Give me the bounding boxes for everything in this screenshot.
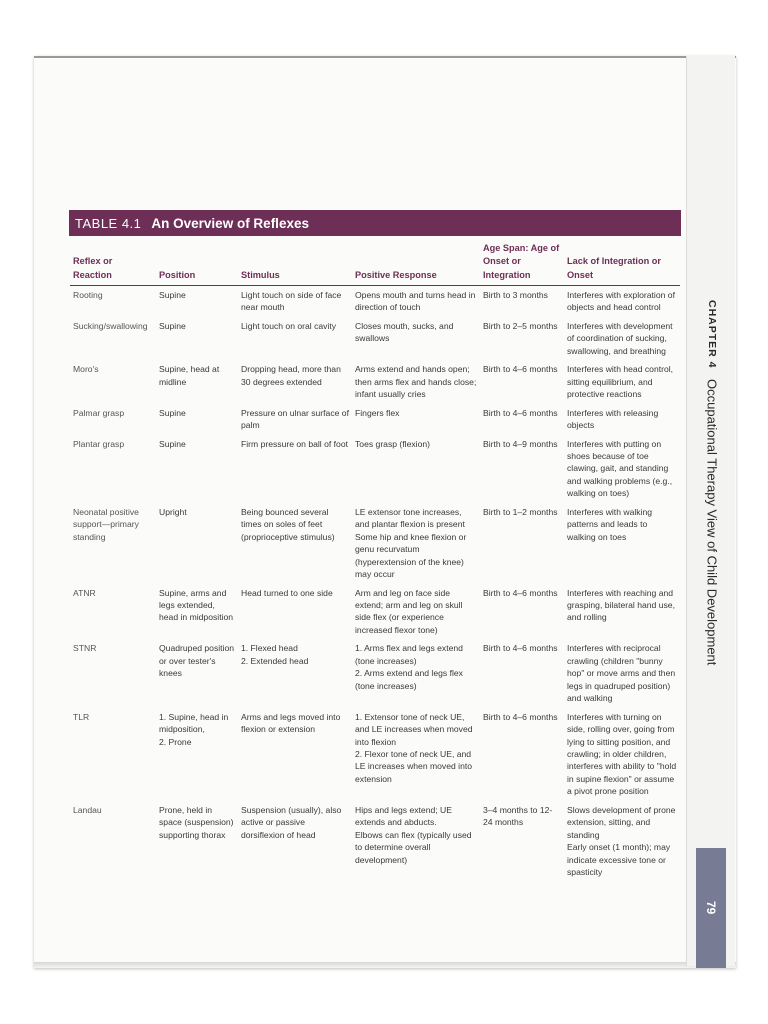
reflex-cell: Rooting — [73, 290, 103, 301]
lack-line: Slows development of prone extension, sitting, and standing — [567, 804, 676, 840]
chapter-label: CHAPTER 4 — [706, 300, 718, 369]
lack-cell: Interferes with turning on side, rolling over, going from lying to sitting position, and crawling; in older children, interferes with ability to "hold in supine flexion" or assume a pivot prone position — [567, 711, 677, 797]
lack-cell: Interferes with exploration of objects and head control — [567, 290, 675, 313]
response-cell — [352, 708, 480, 801]
table-title: An Overview of Reflexes — [151, 215, 309, 231]
table-row — [70, 435, 680, 503]
response-cell: Toes grasp (flexion) — [355, 438, 430, 449]
age-cell: Birth to 4–6 months — [483, 407, 558, 418]
response-cell: Opens mouth and turns head in direction of touch — [355, 290, 476, 313]
response-line: 1. Extensor tone of neck UE, and LE increases when moved into flexion — [355, 711, 473, 747]
response-cell: Arm and leg on face side extend; arm and leg on skull side flex (or experience increased flexor tone) — [355, 587, 463, 635]
column-header: Reflex or Reaction — [70, 242, 156, 286]
table-row — [70, 503, 680, 584]
response-line: Elbows can flex (typically used to determine overall development) — [355, 829, 472, 865]
table-row — [70, 360, 680, 403]
table-row — [70, 584, 680, 640]
position-cell: Supine, arms and legs extended, head in midposition — [159, 587, 234, 623]
age-cell: Birth to 2–5 months — [483, 320, 558, 331]
table-row — [70, 286, 680, 317]
response-line: 2. Arms extend and legs flex (tone increases) — [355, 668, 463, 691]
position-cell — [156, 708, 238, 801]
response-cell — [352, 503, 480, 584]
stimulus-cell: Arms and legs moved into flexion or extension — [241, 711, 341, 735]
age-cell: Birth to 1–2 months — [483, 506, 558, 517]
stimulus-line: 1. Flexed head — [241, 643, 298, 654]
stimulus-line: 2. Extended head — [241, 655, 309, 666]
lack-cell: Interferes with head control, sitting equilibrium, and protective reactions — [567, 364, 674, 400]
position-cell: Prone, held in space (suspension) supporting thorax — [159, 804, 234, 840]
lack-cell: Interferes with putting on shoes because of toe clawing, gait, and standing and walking problems (e.g., walking on toes) — [567, 438, 673, 499]
table-row — [70, 404, 680, 435]
stimulus-cell: Light touch on side of face near mouth — [241, 290, 342, 313]
stimulus-cell: Being bounced several times on soles of feet (proprioceptive stimulus) — [241, 506, 335, 542]
position-cell: Supine — [159, 407, 186, 418]
response-line: Hips and legs extend; UE extends and abducts. — [355, 804, 452, 828]
stimulus-cell — [238, 639, 352, 707]
reflex-cell: TLR — [73, 711, 90, 722]
lack-cell: Interferes with releasing objects — [567, 407, 659, 431]
column-header: Position — [156, 242, 238, 286]
response-line: 1. Arms flex and legs extend (tone increases) — [355, 643, 463, 666]
lack-cell: Interferes with reciprocal crawling (children "bunny hop" or move arms and then legs in quadruped position) and walking — [567, 643, 676, 704]
column-header: Positive Response — [352, 242, 480, 286]
reflex-cell: Neonatal positive support—primary standing — [73, 506, 139, 542]
age-cell: Birth to 4–6 months — [483, 711, 558, 722]
stimulus-cell: Light touch on oral cavity — [241, 320, 337, 331]
lack-cell — [564, 801, 680, 882]
lack-cell: Interferes with walking patterns and leads to walking on toes — [567, 506, 653, 542]
response-cell — [352, 801, 480, 882]
lack-cell: Interferes with reaching and grasping, bilateral hand use, and rolling — [567, 587, 675, 623]
column-header: Age Span: Age of Onset or Integration — [480, 242, 564, 286]
stimulus-cell: Firm pressure on ball of foot — [241, 438, 348, 449]
table-row — [70, 708, 680, 801]
reflex-cell: Sucking/swallowing — [73, 320, 148, 331]
table-number: TABLE 4.1 — [75, 215, 142, 231]
stimulus-cell: Dropping head, more than 30 degrees extended — [241, 364, 341, 387]
response-cell: Arms extend and hands open; then arms flex and hands close; infant usually cries — [355, 364, 477, 400]
page-number: 79 — [704, 901, 718, 915]
table-row — [70, 639, 680, 707]
page-number-tab — [696, 848, 726, 968]
stimulus-cell: Suspension (usually), also active or passive dorsiflexion of head — [241, 804, 342, 840]
reflex-cell: STNR — [73, 643, 97, 654]
age-cell: 3–4 months to 12-24 months — [483, 804, 553, 828]
reflex-cell: Palmar grasp — [73, 407, 125, 418]
position-cell: Supine — [159, 438, 186, 449]
position-cell: Supine — [159, 290, 186, 301]
column-header: Stimulus — [238, 242, 352, 286]
age-cell: Birth to 4–6 months — [483, 587, 558, 598]
stimulus-cell: Pressure on ulnar surface of palm — [241, 407, 349, 431]
position-cell: Upright — [159, 506, 187, 517]
table-header-row — [70, 242, 680, 286]
position-line: 1. Supine, head in midposition, — [159, 711, 229, 735]
reflex-cell: Plantar grasp — [73, 438, 125, 449]
reflex-table — [70, 242, 680, 882]
reflex-cell: Landau — [73, 804, 102, 815]
response-cell — [352, 639, 480, 707]
age-cell: Birth to 4–6 months — [483, 364, 558, 375]
page-edge — [34, 962, 736, 968]
response-cell: Fingers flex — [355, 407, 400, 418]
position-cell: Quadruped position or over tester's knees — [159, 643, 235, 679]
chapter-title: Occupational Therapy View of Child Development — [704, 378, 720, 665]
reflex-cell: ATNR — [73, 587, 96, 598]
table-title-bar — [69, 210, 681, 236]
stimulus-cell: Head turned to one side — [241, 587, 333, 598]
age-cell: Birth to 4–9 months — [483, 438, 558, 449]
lack-line: Early onset (1 month); may indicate excessive tone or spasticity — [567, 842, 671, 878]
response-line: LE extensor tone increases, and plantar flexion is present — [355, 506, 465, 530]
position-line: 2. Prone — [159, 736, 192, 747]
age-cell: Birth to 3 months — [483, 290, 548, 301]
table-row — [70, 801, 680, 882]
lack-cell: Interferes with development of coordination of sucking, swallowing, and breathing — [567, 320, 673, 356]
response-line: Some hip and knee flexion or genu recurvatum (hyperextension of the knee) may occur — [355, 531, 467, 580]
column-header: Lack of Integration or Onset — [564, 242, 680, 286]
position-cell: Supine — [159, 320, 186, 331]
reflex-cell: Moro's — [73, 364, 99, 375]
running-head — [684, 300, 740, 810]
response-line: 2. Flexor tone of neck UE, and LE increases when moved into extension — [355, 748, 473, 784]
response-cell: Closes mouth, sucks, and swallows — [355, 320, 454, 344]
table-row — [70, 317, 680, 360]
position-cell: Supine, head at midline — [159, 364, 220, 387]
age-cell: Birth to 4–6 months — [483, 643, 558, 654]
